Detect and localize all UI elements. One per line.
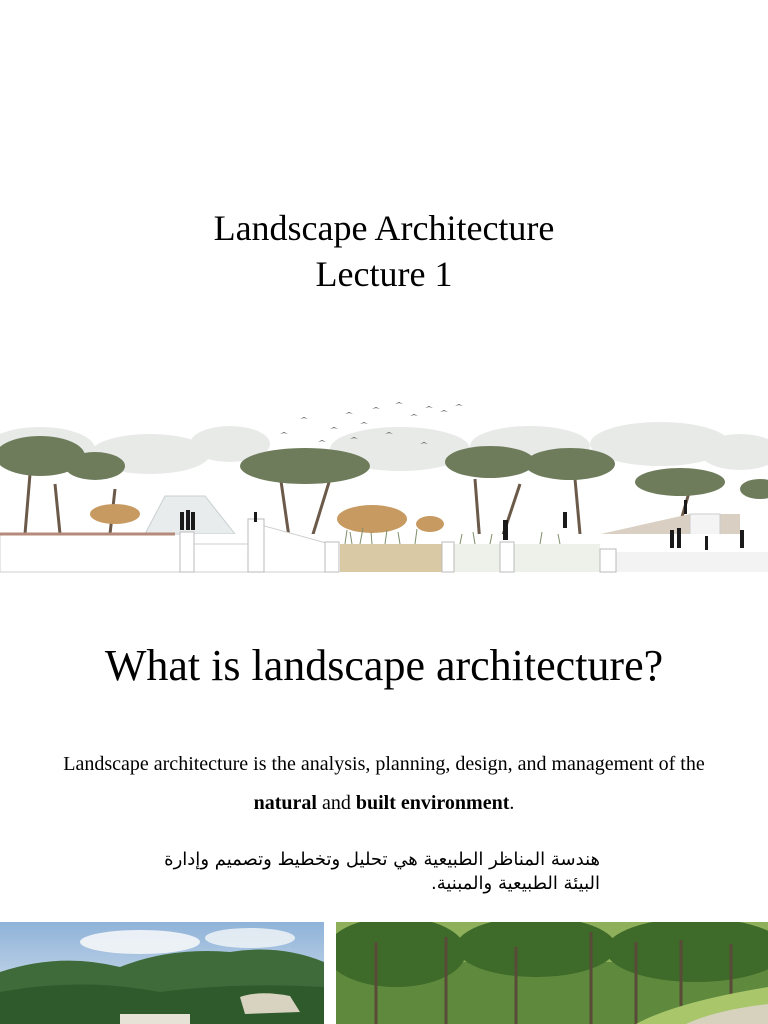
definition-bold-built-environment: built environment — [355, 792, 510, 814]
section-illustration-graphic — [0, 394, 768, 578]
arabic-definition: هندسة المناظر الطبيعية هي تحليل وتخطيط وتصميم وإدارة البيئة الطبيعية والمبنية. — [164, 849, 600, 894]
landscape-section-illustration — [0, 394, 768, 578]
definition-text-2: and — [316, 792, 356, 814]
title-line-2: Lecture 1 — [315, 254, 453, 294]
hillside-aerial-photo — [0, 922, 324, 1024]
slide-title — [0, 205, 768, 297]
hillside-photo-graphic — [0, 922, 324, 1024]
forest-photo-graphic — [336, 922, 768, 1024]
forest-path-photo — [336, 922, 768, 1024]
title-line-1: Landscape Architecture — [213, 208, 555, 248]
section-heading: What is landscape architecture? — [104, 641, 664, 690]
definition-text-3: . — [509, 792, 515, 814]
definition-paragraph — [40, 745, 728, 823]
definition-text-1: Landscape architecture is the analysis, planning, design, and management of the — [63, 753, 705, 775]
definition-bold-natural: natural — [253, 792, 317, 814]
